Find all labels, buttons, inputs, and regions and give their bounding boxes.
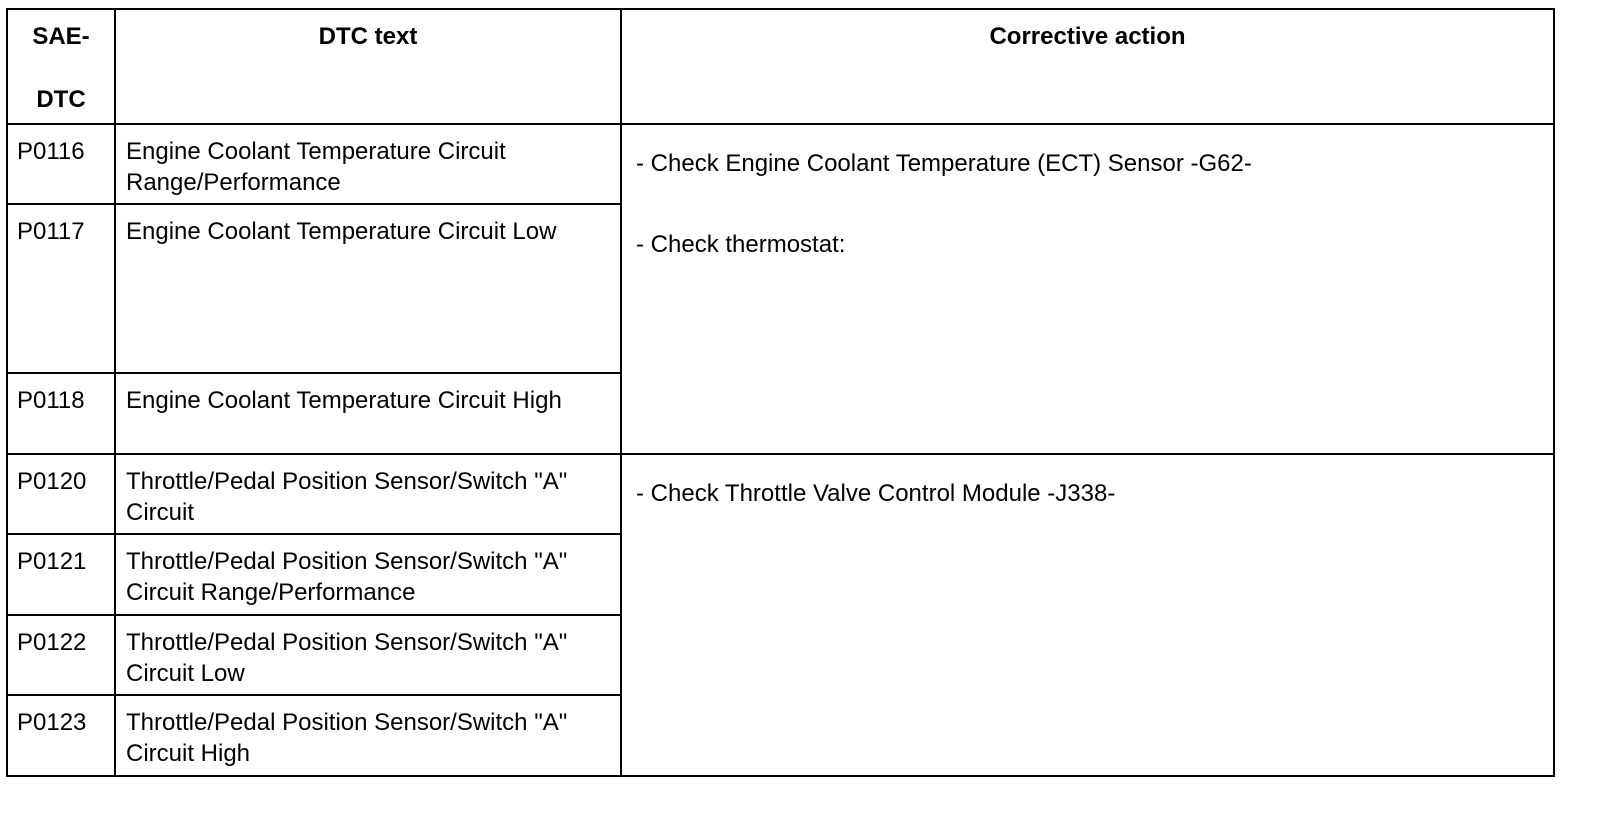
action-line: - Check thermostat: [636, 231, 846, 258]
dtc-code-cell: P0118 [7, 373, 115, 454]
header-corrective-action: Corrective action [621, 9, 1554, 124]
dtc-code-cell: P0117 [7, 204, 115, 373]
table-row [7, 124, 1554, 204]
header-sae-dtc-line1: SAE- [32, 23, 90, 50]
action-line: - Check Engine Coolant Temperature (ECT) Sensor -G62- [636, 150, 1252, 177]
dtc-text-cell: Engine Coolant Temperature Circuit Low [115, 204, 621, 373]
dtc-text-cell: Throttle/Pedal Position Sensor/Switch "A" Circuit Range/Performance [115, 534, 621, 615]
dtc-text-cell: Throttle/Pedal Position Sensor/Switch "A" Circuit Low [115, 615, 621, 695]
dtc-code-cell: P0121 [7, 534, 115, 615]
dtc-text-cell: Throttle/Pedal Position Sensor/Switch "A" Circuit High [115, 695, 621, 776]
dtc-code-cell: P0120 [7, 454, 115, 534]
dtc-text-cell: Engine Coolant Temperature Circuit Range/Performance [115, 124, 621, 204]
corrective-action-cell-throttle [621, 454, 1554, 776]
header-dtc-text: DTC text [115, 9, 621, 124]
dtc-code-cell: P0122 [7, 615, 115, 695]
dtc-table [6, 8, 1555, 777]
table-row [7, 454, 1554, 534]
dtc-text-cell: Engine Coolant Temperature Circuit High [115, 373, 621, 454]
header-sae-dtc [7, 9, 115, 124]
header-sae-dtc-line2: DTC [36, 86, 86, 113]
dtc-code-cell: P0116 [7, 124, 115, 204]
action-line: - Check Throttle Valve Control Module -J338- [636, 480, 1116, 507]
corrective-action-cell-coolant [621, 124, 1554, 454]
dtc-code-cell: P0123 [7, 695, 115, 776]
table-header-row [7, 9, 1554, 124]
dtc-text-cell: Throttle/Pedal Position Sensor/Switch "A" Circuit [115, 454, 621, 534]
